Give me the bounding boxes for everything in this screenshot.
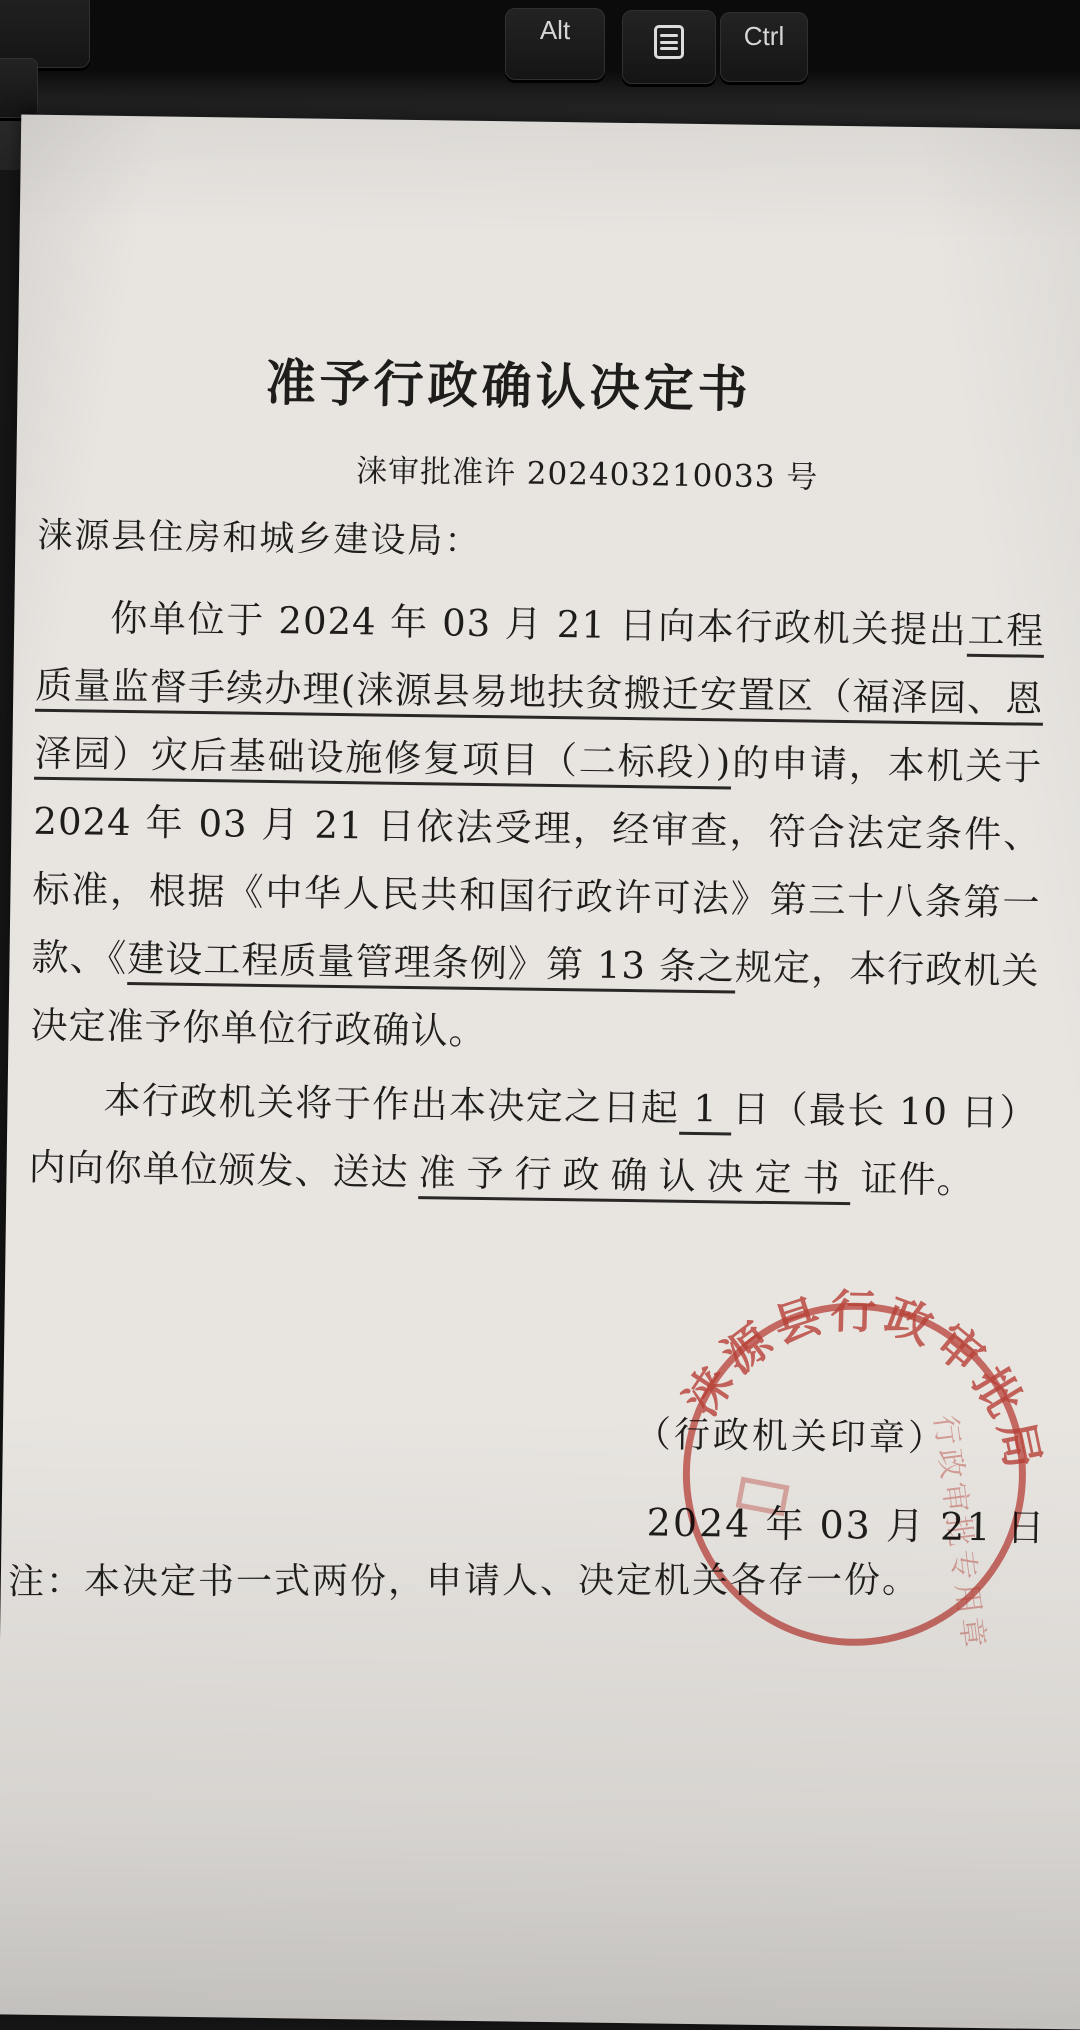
ctrl-key-label: Ctrl <box>743 21 785 51</box>
document-title: 准予行政确认决定书 <box>265 352 752 419</box>
paragraph-2-text: 本行政机关将于作出本决定之日起 <box>103 1078 680 1130</box>
paper-document <box>0 114 1080 2029</box>
seal-inner-mark <box>739 1480 787 1514</box>
keyboard-alt-key <box>505 8 605 80</box>
seal-ring-text: 涞源县行政审批局 <box>673 1284 1052 1479</box>
menu-list-icon <box>654 25 684 59</box>
document-footnote: 注：本决定书一式两份，申请人、决定机关各存一份。 <box>7 1560 920 1603</box>
paragraph-1-text: 的申请，本机关于 2024 年 03 月 21 日依法受理，经审查，符合法定条件、标准，根据《中华人民共和国行政许可法》第三十八条第一款、《 <box>31 741 1043 981</box>
seal-caption: （行政机关印章） <box>634 1414 948 1460</box>
paragraph-2-text: 证件。 <box>860 1157 975 1202</box>
paragraph-1-underlined-project: 工程质量监督手续办理(涞源县易地扶贫搬迁安置区（福泽园、恩泽园）灾后基础设施修复项目（二标段）) <box>34 609 1044 790</box>
keyboard-key-fragment-left-lower <box>0 58 38 118</box>
paragraph-2-text: 日（最长 10 日）内向你单位颁发、送达 <box>28 1087 1038 1194</box>
paragraph-1-text: 你单位于 2024 年 03 月 21 日向本行政机关提出 <box>109 596 968 652</box>
paragraph-1-text: 规定，本行政机关决定准予你单位行政确认。 <box>30 945 1040 1054</box>
keyboard-ctrl-key <box>720 12 808 82</box>
paragraph-1 <box>30 584 1045 1074</box>
document-reference-number: 涞审批准许 202403210033 号 <box>355 453 819 496</box>
document-body <box>28 343 1048 1216</box>
keyboard-menu-key <box>622 10 716 84</box>
paragraph-2-underlined-certificate: 准予行政确认决定书 <box>418 1151 851 1205</box>
paragraph-2-underlined-days: 1 <box>679 1087 732 1136</box>
document-addressee: 涞源县住房和城乡建设局： <box>37 515 482 562</box>
document-date: 2024 年 03 月 21 日 <box>646 1500 1047 1550</box>
svg-text:涞源县行政审批局 <box>669 1251 1079 1488</box>
alt-key-label: Alt <box>539 15 571 45</box>
paragraph-2 <box>28 1066 1038 1216</box>
seal-inner-text: 行政审批专用章 <box>926 1412 992 1654</box>
official-seal-stamp <box>620 1240 1080 1708</box>
paragraph-1-underlined-regulation: 建设工程质量管理条例》第 13 条之 <box>127 937 735 993</box>
